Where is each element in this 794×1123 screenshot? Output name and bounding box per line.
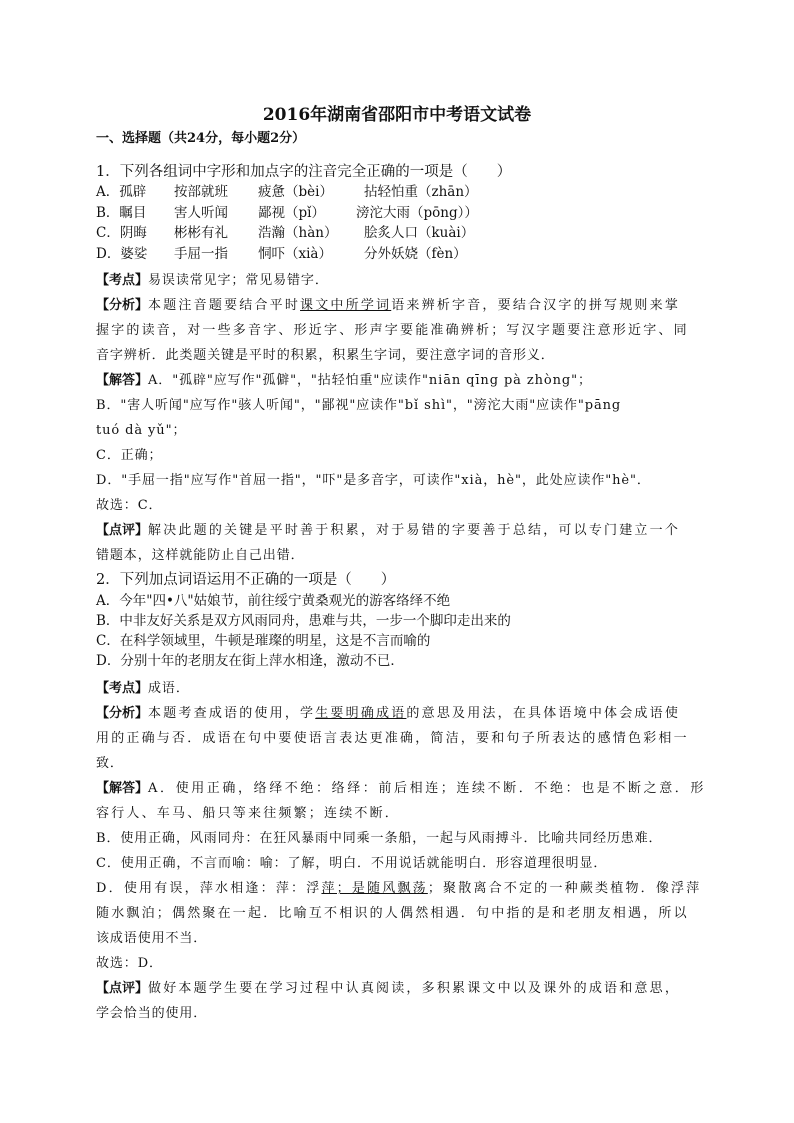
option-word: B．瞩目 (96, 205, 147, 221)
q2-jieda-line-7: 该成语使用不当． (96, 931, 208, 946)
option-word: 害人听闻 (174, 205, 228, 221)
jieda-text: D．使用有误，萍水相逢：萍：浮 (96, 881, 322, 896)
jieda-text: A．"孤辟"应写作"孤僻"，"拈轻怕重"应读作"niān qīng pà zhòng"； (148, 373, 592, 388)
q1-jieda-line-5: D．"手屈一指"应写作"首屈一指"，"吓"是多音字，可读作"xià，hè"，此处应读作"hè"． (96, 473, 651, 488)
jieda-text: A．使用正确，络绎不绝：络绎：前后相连；连续不断．不绝：也是不断之意．形 (148, 781, 707, 796)
question-2-stem: 2．下列加点词语运用不正确的一项是（ ） (96, 572, 396, 588)
kaodian-text: 成语． (148, 681, 190, 696)
q2-kaodian (96, 679, 190, 699)
q2-dianping-line-1 (96, 979, 680, 999)
fenxi-tag: 【分析】 (96, 298, 149, 313)
q1-jieda-line-6: 故选：C． (96, 498, 163, 513)
option-word: C．阴晦 (96, 225, 147, 241)
fenxi-text: 语来辨析字音，要结合汉字的拼写规则来掌 (391, 298, 681, 313)
jieda-underlined: 萍；是随风飘荡 (321, 881, 428, 896)
q2-jieda-line-3: B．使用正确，风雨同舟：在狂风暴雨中同乘一条船，一起与风雨搏斗．比喻共同经历患难． (96, 831, 663, 846)
q2-jieda-line-1 (96, 779, 706, 799)
option-word: A．孤辟 (96, 184, 147, 200)
option-word: 彬彬有礼 (174, 225, 228, 241)
q2-jieda-line-4: C．使用正确，不言而喻：喻：了解，明白．不用说话就能明白．形容道理很明显． (96, 856, 608, 871)
jieda-text: ；聚散离合不定的一种蕨类植物．像浮萍 (427, 881, 702, 896)
q1-fenxi-line-1 (96, 296, 680, 316)
page-title: 2016年湖南省邵阳市中考语文试卷 (262, 105, 532, 125)
q2-fenxi-line-2: 用的正确与否．成语在句中要使语言表达更准确，简洁，要和句子所表达的感情色彩相一 (96, 731, 689, 746)
q2-fenxi-line-1 (96, 704, 680, 724)
option-word: D．婆娑 (96, 246, 148, 262)
q2-jieda-line-2: 容行人、车马、船只等来往频繁；连续不断． (96, 806, 401, 821)
fenxi-underlined: 课文中所学词 (300, 298, 392, 313)
question-2-option-c: C．在科学领域里，牛顿是璀璨的明星，这是不言而喻的 (96, 633, 431, 649)
q2-dianping-line-2: 学会恰当的使用． (96, 1006, 208, 1021)
q1-jieda-line-3: tuó dà yǔ"； (96, 423, 187, 438)
question-1-stem: 1．下列各组词中字形和加点字的注音完全正确的一项是（ ） (96, 164, 512, 180)
fenxi-text: 本题注音题要结合平时 (148, 298, 301, 313)
option-word: 疲惫（bèi） (258, 184, 333, 200)
q1-jieda-line-2: B．"害人听闻"应写作"骇人听闻"，"鄙视"应读作"bǐ shì"，"滂沱大雨"应读作"pāng (96, 398, 622, 413)
question-2-option-a: A．今年"四•八"姑娘节，前往绥宁黄桑观光的游客络绎不绝 (96, 593, 451, 609)
fenxi-tag: 【分析】 (96, 706, 149, 721)
kaodian-text: 易误读常见字；常见易错字． (148, 273, 329, 288)
option-word: 手屈一指 (174, 246, 228, 262)
kaodian-tag: 【考点】 (96, 273, 149, 288)
jieda-tag: 【解答】 (96, 373, 149, 388)
dianping-tag: 【点评】 (96, 981, 149, 996)
option-word: 按部就班 (174, 184, 228, 200)
q1-dianping-line-2: 错题本，这样就能防止自己出错． (96, 548, 305, 563)
option-word: 分外妖娆（fèn） (364, 246, 467, 262)
dianping-tag: 【点评】 (96, 523, 149, 538)
q2-jieda-line-8: 故选：D． (96, 956, 163, 971)
kaodian-tag: 【考点】 (96, 681, 149, 696)
fenxi-text: 本题考查成语的使用，学 (148, 706, 316, 721)
q2-jieda-line-5 (96, 879, 701, 899)
q2-jieda-line-6: 随水飘泊；偶然聚在一起．比喻互不相识的人偶然相遇．句中指的是和老朋友相遇，所以 (96, 906, 689, 921)
option-word: 拈轻怕重（zhān） (364, 184, 478, 200)
option-word: 鄙视（pǐ） (258, 205, 325, 221)
q1-jieda-line-4: C．正确； (96, 448, 163, 463)
option-word: 滂沱大雨（pōng）） (356, 205, 478, 221)
q1-kaodian (96, 271, 329, 291)
dianping-text: 解决此题的关键是平时善于积累，对于易错的字要善于总结，可以专门建立一个 (148, 523, 681, 538)
jieda-tag: 【解答】 (96, 781, 149, 796)
q1-jieda-line-1 (96, 371, 592, 391)
option-word: 浩瀚（hàn） (258, 225, 338, 241)
dianping-text: 做好本题学生要在学习过程中认真阅读，多积累课文中以及课外的成语和意思， (148, 981, 681, 996)
q1-fenxi-line-2: 握字的读音，对一些多音字、形近字、形声字要能准确辨析；写汉字题要注意形近字、同 (96, 323, 689, 338)
option-word: 脍炙人口（kuài） (364, 225, 475, 241)
question-2-option-d: D．分别十年的老朋友在街上萍水相逢，激动不已． (96, 653, 404, 669)
section-heading: 一、选择题（共24分，每小题2分） (96, 131, 306, 146)
q1-dianping-line-1 (96, 521, 680, 541)
fenxi-underlined: 生要明确成语 (315, 706, 407, 721)
q1-fenxi-line-3: 音字辨析．此类题关键是平时的积累，积累生字词，要注意字词的音形义． (96, 348, 555, 363)
option-word: 恫吓（xià） (258, 246, 332, 262)
fenxi-text: 的意思及用法，在具体语境中体会成语使 (406, 706, 681, 721)
question-2-option-b: B．中非友好关系是双方风雨同舟，患难与共，一步一个脚印走出来的 (96, 613, 511, 629)
q2-fenxi-line-3: 致． (96, 756, 124, 771)
